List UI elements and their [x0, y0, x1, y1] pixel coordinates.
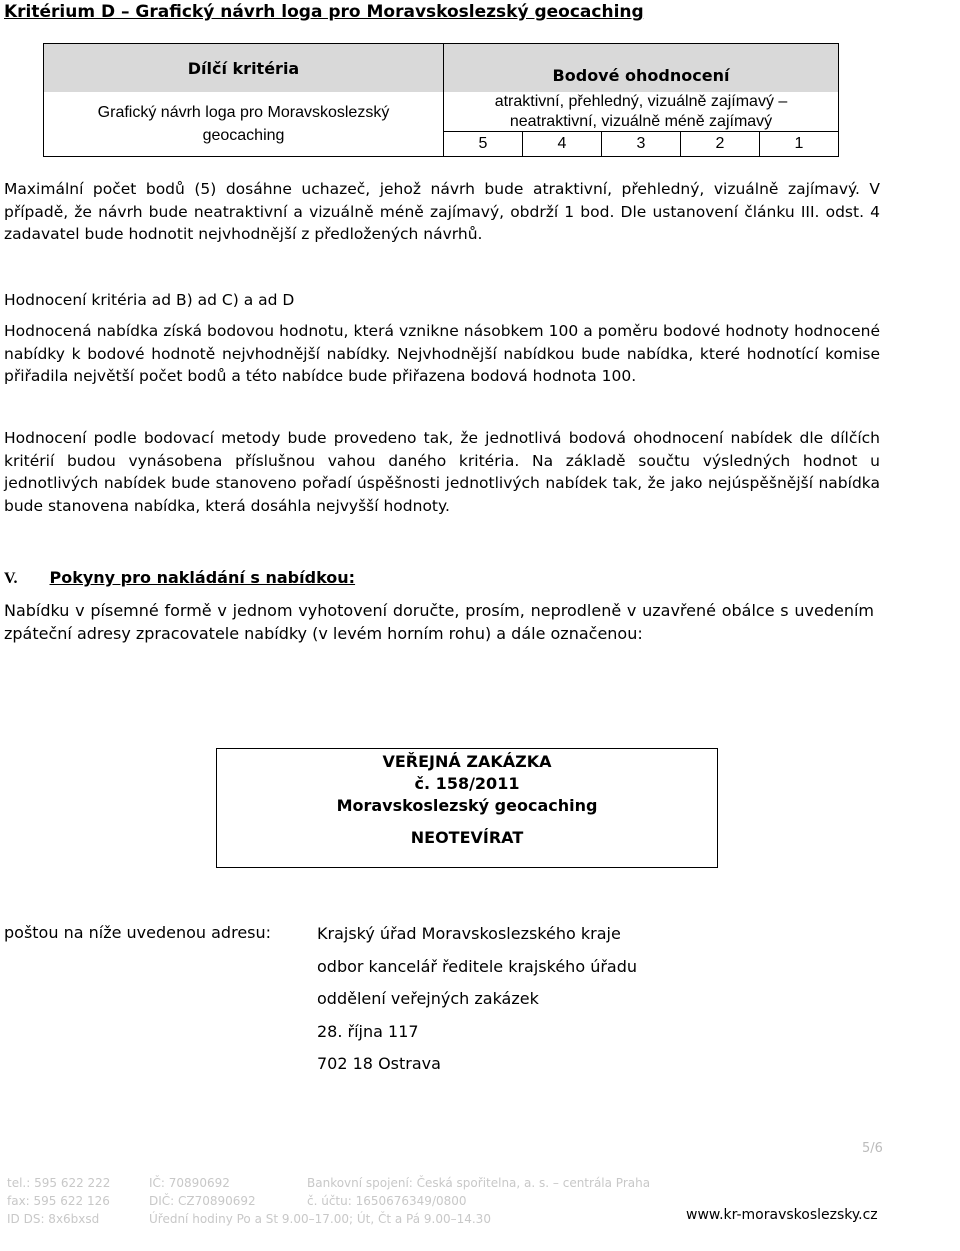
- footer-contacts: [7, 1174, 110, 1228]
- section-title: Pokyny pro nakládání s nabídkou:: [49, 568, 356, 587]
- score-1: 1: [794, 135, 804, 152]
- address-line-section: oddělení veřejných zakázek: [317, 989, 539, 1008]
- criteria-left-body: [44, 92, 443, 156]
- score-scale: [444, 132, 838, 156]
- footer-data-box: ID DS: 8x6bxsd: [7, 1212, 100, 1226]
- footer-bank-name: Bankovní spojení: Česká spořitelna, a. s. – centrála Praha: [307, 1176, 651, 1190]
- address-line-street: 28. října 117: [317, 1021, 419, 1041]
- address-line-department: odbor kancelář ředitele krajského úřadu: [317, 956, 638, 976]
- footer-account-number: č. účtu: 1650676349/0800: [307, 1194, 467, 1208]
- footer-website: www.kr-moravskoslezsky.cz: [686, 1207, 878, 1223]
- submission-instructions: Nabídku v písemné formě v jednom vyhotovení doručte, prosím, neprodleně v uzavřené obálce s uvedením zpáteční adresy zpracovatele nabídky (v levém horním rohu) a dále označenou:: [4, 601, 874, 643]
- section-v-heading: [4, 568, 355, 588]
- footer-bank: [307, 1174, 650, 1210]
- footer-dic: DIČ: CZ70890692: [149, 1194, 256, 1208]
- envelope-line-project-name: Moravskoslezský geocaching: [336, 796, 598, 815]
- envelope-line-contract-number: č. 158/2011: [414, 774, 520, 793]
- footer-fax: fax: 595 622 126: [7, 1194, 110, 1208]
- scoring-description: [444, 92, 838, 132]
- address-label: poštou na níže uvedenou adresu:: [4, 923, 272, 942]
- address-line-city: 702 18 Ostrava: [317, 1054, 441, 1073]
- envelope-line-public-contract: VEŘEJNÁ ZAKÁZKA: [382, 752, 552, 771]
- page-number: 5/6: [862, 1141, 883, 1156]
- criteria-left-header: Dílčí kritéria: [44, 44, 443, 92]
- footer-tel: tel.: 595 622 222: [7, 1176, 111, 1190]
- score-4: 4: [523, 132, 602, 156]
- section-number: V.: [4, 570, 18, 587]
- criteria-evaluation-heading: Hodnocení kritéria ad B) ad C) a ad D: [4, 291, 295, 309]
- scoring-description-line-1: atraktivní, přehledný, vizuálně zajímavý –: [494, 93, 788, 110]
- footer-office-hours: Úřední hodiny Po a St 9.00–17.00; Út, Čt a Pá 9.00–14.30: [149, 1212, 491, 1226]
- max-points-paragraph: Maximální počet bodů (5) dosáhne uchazeč, jehož návrh bude atraktivní, přehledný, vizuálně zajímavý. V případě, že návrh bude neatraktivní a vizuálně méně zajímavý, obdrží 1 bod. Dle ustanovení článku III. odst. 4 zadavatel bude hodnotit nejvhodnější z předložených návrhů.: [4, 180, 880, 243]
- address-line-office: Krajský úřad Moravskoslezského kraje: [317, 924, 621, 943]
- criteria-name-line-2: geocaching: [202, 127, 285, 144]
- scoring-header: Bodové ohodnocení: [444, 44, 838, 92]
- scoring-description-line-2: neatraktivní, vizuálně méně zajímavý: [509, 113, 773, 130]
- criteria-name-line-1: Grafický návrh loga pro Moravskoslezský: [97, 104, 390, 121]
- score-5: 5: [444, 132, 523, 156]
- envelope-line-do-not-open: NEOTEVÍRAT: [410, 828, 524, 847]
- criteria-table: [43, 43, 839, 157]
- criteria-evaluation-body: Hodnocená nabídka získá bodovou hodnotu, která vznikne násobkem 100 a poměru bodové hodnoty hodnocené nabídky k bodové hodnotě nejvhodnější nabídky. Nejvhodnější nabídkou bude nabídka, které hodnotící komise přiřadila největší počet bodů a této nabídce bude přiřazena bodová hodnota 100.: [4, 322, 880, 385]
- footer-ico: IČ: 70890692: [149, 1176, 230, 1190]
- document-heading: Kritérium D – Grafický návrh loga pro Moravskoslezský geocaching: [4, 2, 644, 22]
- score-2: 2: [681, 132, 760, 156]
- address-block: [317, 923, 637, 1086]
- envelope-label-box: [216, 748, 718, 868]
- scoring-method-paragraph: Hodnocení podle bodovací metody bude provedeno tak, že jednotlivá bodová ohodnocení nabídek dle dílčích kritérií budou vynásobena příslušnou vahou daného kritéria. Na základě součtu výsledných hodnot u jednotlivých nabídek bude stanoveno pořadí úspěšnosti jednotlivých nabídek tak, že jako nejúspěšnější nabídka bude stanovena nabídka, která dosáhla nejvyšší hodnoty.: [4, 429, 880, 515]
- criteria-left-column: [44, 44, 444, 156]
- score-3: 3: [602, 132, 681, 156]
